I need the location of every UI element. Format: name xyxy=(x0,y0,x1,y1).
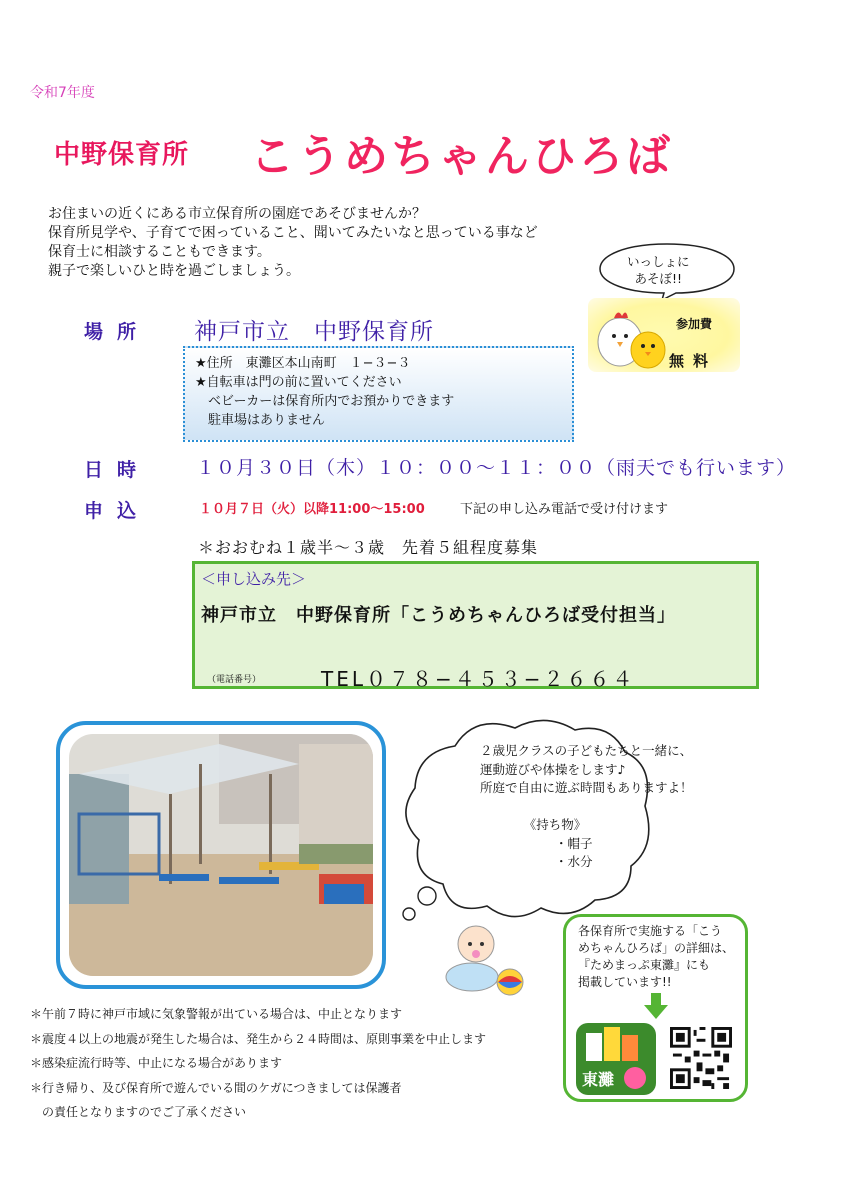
contact-heading: ＜申し込み先＞ xyxy=(201,570,307,588)
playground-photo xyxy=(69,734,373,976)
note-item: ＊震度４以上の地震が発生した場合は、発生から２４時間は、原則事業を中止します xyxy=(30,1031,487,1046)
apply-note: 下記の申し込み電話で受け付けます xyxy=(460,502,669,517)
apply-period: １０月７日（火）以降11:00〜15:00 xyxy=(199,502,425,517)
address-box xyxy=(183,346,574,442)
note-item: ＊午前７時に神戸市域に気象警報が出ている場合は、中止となります xyxy=(30,1007,403,1021)
intro-line: 保育所見学や、子育てで困っていること、聞いてみたいなと思っている事など xyxy=(48,225,538,241)
place-label: 場所 xyxy=(84,321,151,343)
notes xyxy=(30,1002,486,1125)
contact-box xyxy=(192,561,759,689)
bicycle-note: ★自転車は門の前に置いてください xyxy=(195,375,402,390)
note-item: ＊感染症流行時等、中止になる場合があります xyxy=(30,1056,283,1070)
fiscal-year: 令和7年度 xyxy=(30,85,95,101)
fee-value: 無料 xyxy=(669,352,718,370)
datetime-label: 日時 xyxy=(84,459,151,481)
speech-bubble-text: いっしょに あそぼ!! xyxy=(627,254,690,286)
phone-number[interactable]: TEL０７８−４５３−２６６４ xyxy=(321,667,636,691)
fee-label: 参加費 xyxy=(676,317,713,331)
facility-title: 中野保育所 xyxy=(54,140,190,170)
map-info-box xyxy=(563,914,748,1102)
parking-note: 駐車場はありません xyxy=(195,413,326,428)
intro-line: 親子で楽しいひと時を過ごしましょう。 xyxy=(48,263,300,279)
phone-label: （電話番号） xyxy=(207,675,262,685)
address-line: ★住所 東灘区本山南町 １−３−３ xyxy=(195,356,411,371)
place-name: 神戸市立 中野保育所 xyxy=(194,319,434,345)
event-title: こうめちゃんひろば xyxy=(250,131,673,182)
chick-mascot-icon xyxy=(588,298,678,378)
qr-code-icon[interactable] xyxy=(670,1027,732,1089)
paw-icon xyxy=(624,1067,646,1089)
cloud-text: ２歳児クラスの子どもたちと一緒に、 運動遊びや体操をします♪ 所庭で自由に遊ぶ時間もありますよ！ 《持ち物》 ・帽子 ・水分 xyxy=(480,743,693,869)
intro-line: お住まいの近くにある市立保育所の園庭であそびませんか？ xyxy=(48,206,426,222)
contact-name: 神戸市立 中野保育所「こうめちゃんひろば受付担当」 xyxy=(201,605,676,626)
arrow-down-icon xyxy=(644,993,668,1019)
datetime-text: １０月３０日（木）１０：００〜１１：００（雨天でも行います） xyxy=(196,457,797,479)
target-note: ＊おおむね１歳半〜３歳 先着５組程度募集 xyxy=(198,538,539,557)
app-label: 東灘 xyxy=(582,1070,615,1089)
intro-text xyxy=(48,205,538,281)
note-item: ＊行き帰り、及び保育所で遊んでいる間のケガにつきましては保護者 xyxy=(30,1080,402,1095)
apply-label: 申込 xyxy=(84,500,151,522)
map-info-text: 各保育所で実施する「こう めちゃんひろば」の詳細は、 『ためまっぷ東灘』にも 掲載しています!! xyxy=(578,924,735,989)
stroller-note: ベビーカーは保育所内でお預かりできます xyxy=(195,394,455,409)
baby-icon xyxy=(440,922,525,1000)
note-item: の責任となりますのでご了承ください xyxy=(30,1105,247,1119)
tamemap-app-icon[interactable] xyxy=(576,1023,656,1095)
intro-line: 保育士に相談することもできます。 xyxy=(48,244,271,260)
photo-frame xyxy=(56,721,386,989)
